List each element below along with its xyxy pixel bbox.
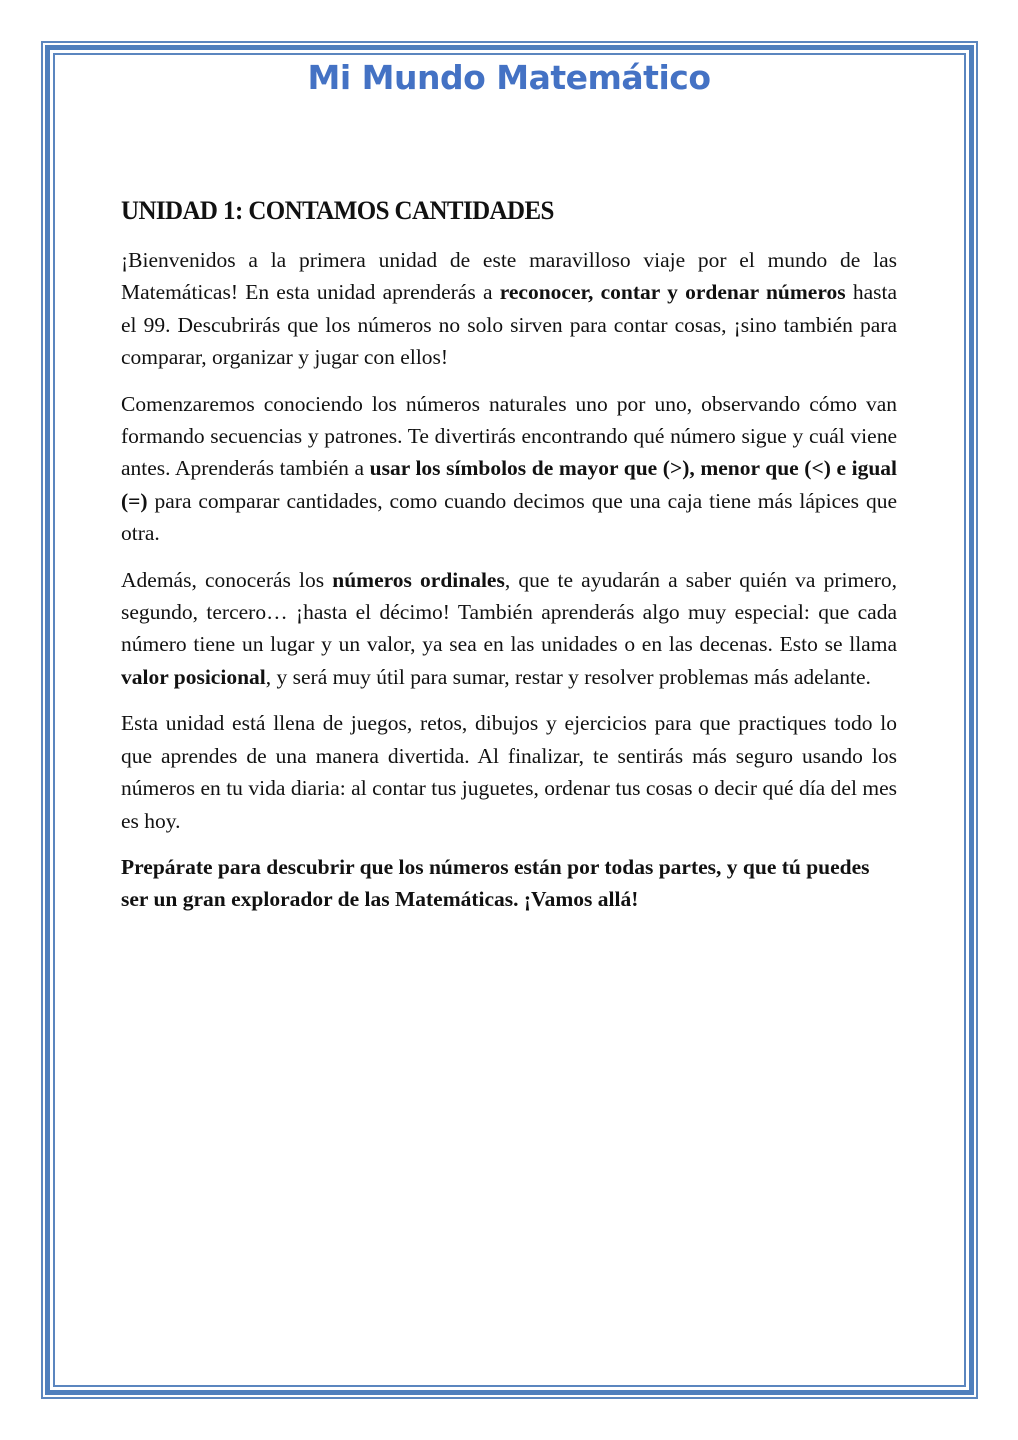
bold-segment: valor posicional [121,664,266,689]
comparison-paragraph [121,388,897,550]
document-title: Mi Mundo Matemático [307,58,711,97]
text-segment: Además, conocerás los [121,567,333,592]
text-segment: Prepárate para descubrir que los números están por todas partes, y que tú puedes ser un gran explorador de las Matemáticas. ¡Vamos allá! [121,854,870,912]
document-body [121,196,897,930]
text-segment: Esta unidad está llena de juegos, retos, dibujos y ejercicios para que practiques todo lo que aprendes de una manera divertida. Al finalizar, te sentirás más seguro usando los números en tu vida diaria: al contar tus juguetes, ordenar tus cosas o decir qué día del mes es hoy. [121,711,897,833]
bold-segment: reconocer, contar y ordenar números [499,280,846,305]
unit-heading: UNIDAD 1: CONTAMOS CANTIDADES [121,196,554,225]
text-segment: , que te ayudarán a saber quién va primero, segundo, tercero… ¡hasta el décimo! También aprenderás algo muy especial: que cada número tiene un lugar y un valor, ya sea en las unidades o en las decenas. Esto se llama [121,567,898,657]
ordinals-paragraph [121,564,897,694]
text-segment: ¡Bienvenidos a la primera unidad de este maravilloso viaje por el mundo de las Matemáticas! En esta unidad aprenderás a [121,248,897,305]
activities-paragraph [121,707,897,837]
text-segment: Comenzaremos conociendo los números naturales uno por uno, observando cómo van formando secuencias y patrones. Te divertirás encontrando qué número sigue y cuál viene antes. Aprenderás también a [121,391,897,481]
closing-paragraph [121,851,897,916]
text-segment: , y será muy útil para sumar, restar y resolver problemas más adelante. [265,664,871,689]
bold-segment: usar los símbolos de mayor que (>), menor que (<) e igual (=) [121,456,897,513]
text-segment: para comparar cantidades, como cuando decimos que una caja tiene más lápices que otra. [121,488,897,546]
bold-segment: números ordinales [332,567,505,592]
text-segment: hasta el 99. Descubrirás que los números no solo sirven para contar cosas, ¡sino también para comparar, organizar y jugar con ellos! [121,280,897,370]
intro-paragraph [121,244,897,374]
